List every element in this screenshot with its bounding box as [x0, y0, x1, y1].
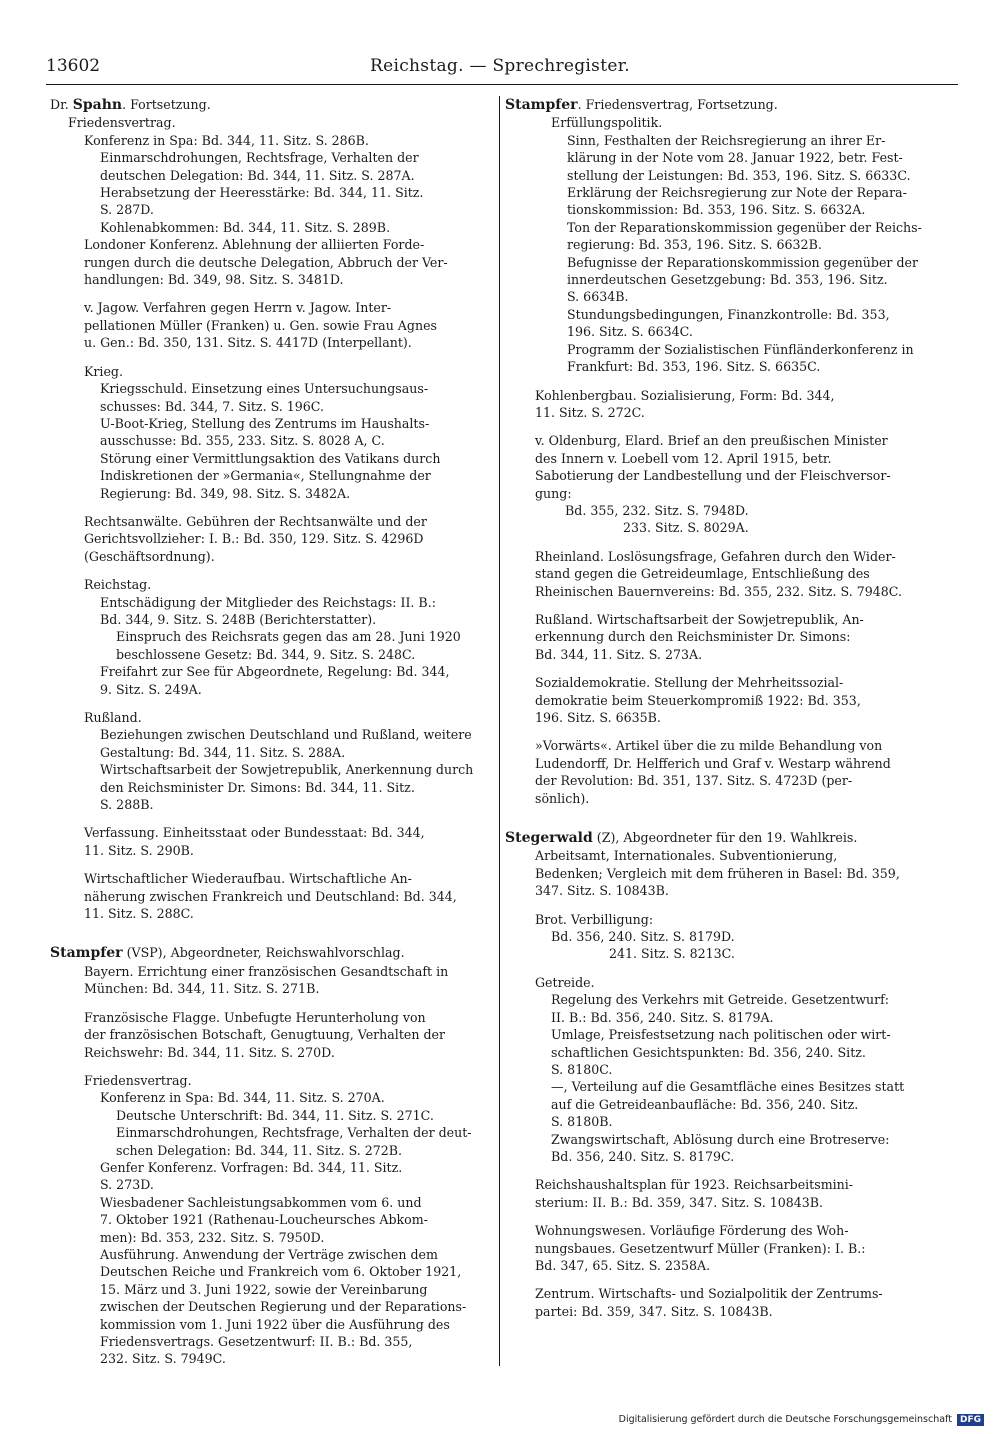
entry-line: Gestaltung: Bd. 344, 11. Sitz. S. 288A.: [100, 744, 346, 760]
entry-line: Zwangswirtschaft, Ablösung durch eine Brotreserve:: [551, 1131, 890, 1147]
register-entry: [50, 944, 486, 997]
entry-line: Rußland.: [84, 710, 142, 725]
entry-line: —, Verteilung auf die Gesamtfläche eines Besitzes statt: [551, 1079, 905, 1095]
entry-line: 15. März und 3. Juni 1922, sowie der Vereinbarung: [100, 1281, 428, 1297]
entry-line: S. 8180C.: [551, 1061, 613, 1077]
entry-line: ausschusse: Bd. 355, 233. Sitz. S. 8028 A, C.: [100, 433, 385, 449]
register-entry: [505, 1285, 937, 1320]
entry-line: 7. Oktober 1921 (Rathenau-Loucheursches Abkom-: [100, 1212, 428, 1228]
entry-line: Herabsetzung der Heeresstärke: Bd. 344, 11. Sitz.: [100, 185, 424, 201]
entry-line: Genfer Konferenz. Vorfragen: Bd. 344, 11. Sitz.: [100, 1159, 403, 1175]
entry-line: Sinn, Festhalten der Reichsregierung an ihrer Er-: [567, 132, 886, 148]
speaker-name: Stegerwald: [505, 830, 593, 847]
entry-line: Befugnisse der Reparationskommission gegenüber der: [567, 254, 918, 270]
entry-line: Bd. 356, 240. Sitz. S. 8179D.: [551, 929, 735, 945]
entry-line: der Revolution: Bd. 351, 137. Sitz. S. 4723D (per-: [535, 773, 853, 789]
entry-line: Konferenz in Spa: Bd. 344, 11. Sitz. S. 286B.: [84, 132, 369, 148]
entry-line: S. 8180B.: [551, 1114, 613, 1130]
right-column: [505, 96, 937, 1331]
entry-line: pellationen Müller (Franken) u. Gen. sowie Frau Agnes: [84, 317, 437, 333]
register-entry: [505, 974, 937, 1165]
register-entry: [50, 363, 486, 502]
register-entry: [505, 96, 937, 376]
dfg-logo: DFG: [957, 1414, 984, 1426]
entry-line: 196. Sitz. S. 6635B.: [535, 710, 661, 725]
entry-line: 233. Sitz. S. 8029A.: [623, 520, 749, 536]
entry-line: stand gegen die Getreideumlage, Entschließung des: [535, 566, 870, 582]
entry-line: Indiskretionen der »Germania«, Stellungnahme der: [100, 468, 431, 484]
entry-line: München: Bd. 344, 11. Sitz. S. 271B.: [84, 981, 320, 997]
entry-line: sönlich).: [535, 790, 590, 806]
register-entry: [505, 674, 937, 726]
entry-line: Bedenken; Vergleich mit dem früheren in Basel: Bd. 359,: [535, 865, 900, 881]
entry-line: rungen durch die deutsche Delegation, Abbruch der Ver-: [84, 254, 448, 270]
entry-line: Stundungsbedingungen, Finanzkontrolle: Bd. 353,: [567, 306, 890, 322]
entry-line: Verfassung. Einheitsstaat oder Bundesstaat: Bd. 344,: [84, 825, 425, 841]
entry-line: Einmarschdrohungen, Rechtsfrage, Verhalten der deut-: [116, 1125, 472, 1141]
register-entry: [50, 1009, 486, 1061]
entry-line: Rheinland. Loslösungsfrage, Gefahren durch den Wider-: [535, 548, 896, 564]
entry-line: des Innern v. Loebell vom 12. April 1915, betr.: [535, 450, 832, 466]
entry-line: 241. Sitz. S. 8213C.: [609, 946, 735, 962]
entry-line: Deutschen Reiche und Frankreich vom 6. Oktober 1921,: [100, 1264, 462, 1280]
entry-line: 11. Sitz. S. 272C.: [535, 404, 645, 420]
entry-line: Programm der Sozialistischen Fünfländerkonferenz in: [567, 341, 914, 357]
entry-line: Frankfurt: Bd. 353, 196. Sitz. S. 6635C.: [567, 359, 821, 375]
entry-line: (Geschäftsordnung).: [84, 548, 215, 564]
entry-line: Deutsche Unterschrift: Bd. 344, 11. Sitz. S. 271C.: [116, 1107, 434, 1123]
register-entry: [50, 513, 486, 565]
entry-line: Französische Flagge. Unbefugte Herunterholung von: [84, 1009, 426, 1025]
entry-line: S. 6634B.: [567, 289, 629, 305]
entry-line: nungsbaues. Gesetzentwurf Müller (Franken): I. B.:: [535, 1240, 866, 1256]
entry-line: Krieg.: [84, 363, 123, 379]
entry-line: Freifahrt zur See für Abgeordnete, Regelung: Bd. 344,: [100, 664, 450, 680]
entry-line: Ton der Reparationskommission gegenüber der Reichs-: [567, 219, 922, 235]
register-entry: [50, 96, 486, 288]
entry-line: Kohlenabkommen: Bd. 344, 11. Sitz. S. 289B.: [100, 219, 391, 235]
entry-line: Reichswehr: Bd. 344, 11. Sitz. S. 270D.: [84, 1044, 335, 1060]
entry-line: Entschädigung der Mitglieder des Reichstags: II. B.:: [100, 594, 436, 610]
entry-line: auf die Getreideanbaufläche: Bd. 356, 240. Sitz.: [551, 1096, 859, 1112]
entry-line: Friedensvertrag.: [68, 115, 176, 131]
entry-line: Bayern. Errichtung einer französischen Gesandtschaft in: [84, 963, 449, 979]
speaker-heading: Stampfer (VSP), Abgeordneter, Reichswahlvorschlag.: [50, 945, 405, 962]
entry-line: Friedensvertrags. Gesetzentwurf: II. B.: Bd. 355,: [100, 1334, 413, 1349]
entry-line: II. B.: Bd. 356, 240. Sitz. S. 8179A.: [551, 1009, 774, 1025]
entry-line: zwischen der Deutschen Regierung und der Reparations-: [100, 1299, 467, 1315]
register-entry: [50, 709, 486, 813]
entry-line: Gerichtsvollzieher: I. B.: Bd. 350, 129. Sitz. S. 4296D: [84, 531, 424, 547]
entry-line: men): Bd. 353, 232. Sitz. S. 7950D.: [100, 1229, 325, 1245]
entry-line: 9. Sitz. S. 249A.: [100, 681, 202, 697]
entry-line: Kriegsschuld. Einsetzung eines Untersuchungsaus-: [100, 381, 429, 397]
entry-line: Bd. 355, 232. Sitz. S. 7948D.: [565, 502, 749, 518]
entry-line: S. 273D.: [100, 1177, 154, 1193]
entry-line: schusses: Bd. 344, 7. Sitz. S. 196C.: [100, 398, 324, 414]
entry-line: Ludendorff, Dr. Helfferich und Graf v. Westarp während: [535, 755, 891, 771]
entry-line: Reichshaushaltsplan für 1923. Reichsarbeitsmini-: [535, 1177, 854, 1193]
entry-line: Beziehungen zwischen Deutschland und Rußland, weitere: [100, 727, 472, 743]
entry-line: beschlossene Gesetz: Bd. 344, 9. Sitz. S. 248C.: [116, 646, 416, 662]
entry-line: S. 288B.: [100, 797, 154, 813]
entry-line: regierung: Bd. 353, 196. Sitz. S. 6632B.: [567, 237, 822, 253]
entry-line: »Vorwärts«. Artikel über die zu milde Behandlung von: [535, 738, 883, 754]
entry-line: Friedensvertrag.: [84, 1072, 192, 1088]
entry-line: schen Delegation: Bd. 344, 11. Sitz. S. 272B.: [116, 1142, 403, 1158]
register-entry: [505, 548, 937, 600]
entry-line: Getreide.: [535, 974, 595, 990]
entry-line: Rußland. Wirtschaftsarbeit der Sowjetrepublik, An-: [535, 611, 864, 627]
entry-line: S. 287D.: [100, 202, 154, 218]
entry-line: Rechtsanwälte. Gebühren der Rechtsanwälte und der: [84, 513, 427, 529]
entry-line: v. Jagow. Verfahren gegen Herrn v. Jagow. Inter-: [84, 300, 392, 316]
entry-line: kommission vom 1. Juni 1922 über die Ausführung des: [100, 1316, 450, 1332]
entry-line: stellung der Leistungen: Bd. 353, 196. Sitz. S. 6633C.: [567, 167, 911, 183]
entry-line: Bd. 356, 240. Sitz. S. 8179C.: [551, 1148, 735, 1164]
speaker-heading: Dr. Spahn. Fortsetzung.: [50, 97, 211, 113]
entry-line: schaftlichen Gesichtspunkten: Bd. 356, 240. Sitz.: [551, 1044, 866, 1060]
entry-line: erkennung durch den Reichsminister Dr. Simons:: [535, 629, 851, 645]
entry-line: gung:: [535, 485, 572, 501]
entry-line: Bd. 344, 9. Sitz. S. 248B (Berichterstatter).: [100, 611, 377, 627]
running-head: Reichstag. — Sprechregister.: [370, 56, 630, 76]
entry-line: demokratie beim Steuerkompromiß 1922: Bd. 353,: [535, 692, 861, 708]
entry-line: Ausführung. Anwendung der Verträge zwischen dem: [100, 1246, 438, 1262]
entry-line: Rheinischen Bauernvereins: Bd. 355, 232. Sitz. S. 7948C.: [535, 583, 902, 599]
entry-line: Reichstag.: [84, 577, 152, 593]
entry-line: Bd. 347, 65. Sitz. S. 2358A.: [535, 1257, 711, 1273]
entry-line: Sozialdemokratie. Stellung der Mehrheitssozial-: [535, 675, 844, 691]
entry-line: Erklärung der Reichsregierung zur Note der Repara-: [567, 185, 907, 201]
entry-line: Einmarschdrohungen, Rechtsfrage, Verhalten der: [100, 150, 419, 166]
register-entry: [50, 576, 486, 698]
register-entry: [505, 829, 937, 900]
speaker-name: Stampfer: [50, 945, 123, 962]
register-entry: [505, 611, 937, 663]
entry-line: Einspruch des Reichsrats gegen das am 28. Juni 1920: [116, 629, 461, 645]
entry-line: Sabotierung der Landbestellung und der Fleischversor-: [535, 468, 891, 484]
entry-line: deutschen Delegation: Bd. 344, 11. Sitz. S. 287A.: [100, 167, 415, 183]
register-entry: [50, 299, 486, 351]
entry-line: Brot. Verbilligung:: [535, 911, 654, 927]
register-entry: [505, 737, 937, 807]
entry-line: U-Boot-Krieg, Stellung des Zentrums im Haushalts-: [100, 415, 430, 431]
register-entry: [505, 432, 937, 536]
speaker-name: Spahn: [72, 97, 123, 113]
entry-line: Zentrum. Wirtschafts- und Sozialpolitik der Zentrums-: [535, 1286, 883, 1302]
entry-line: 232. Sitz. S. 7949C.: [100, 1351, 226, 1367]
footer-credit-text: Digitalisierung gefördert durch die Deutsche Forschungsgemeinschaft: [618, 1414, 952, 1425]
entry-line: handlungen: Bd. 349, 98. Sitz. S. 3481D.: [84, 272, 344, 288]
page-number: 13602: [46, 56, 101, 76]
entry-line: 196. Sitz. S. 6634C.: [567, 324, 693, 340]
entry-line: der französischen Botschaft, Genugtuung, Verhalten der: [84, 1027, 445, 1043]
entry-line: innerdeutschen Gesetzgebung: Bd. 353, 196. Sitz.: [567, 272, 888, 288]
entry-line: Londoner Konferenz. Ablehnung der alliierten Forde-: [84, 237, 425, 253]
left-column: [50, 96, 486, 1379]
speaker-heading: Stampfer. Friedensvertrag, Fortsetzung.: [505, 97, 778, 113]
header-rule: [46, 84, 958, 85]
register-entry: [505, 1222, 937, 1274]
entry-line: Konferenz in Spa: Bd. 344, 11. Sitz. S. 270A.: [100, 1090, 385, 1106]
entry-line: 347. Sitz. S. 10843B.: [535, 883, 669, 899]
entry-line: Regierung: Bd. 349, 98. Sitz. S. 3482A.: [100, 485, 351, 501]
register-entry: [50, 1072, 486, 1368]
entry-line: Wohnungswesen. Vorläufige Förderung des Woh-: [535, 1223, 849, 1239]
entry-line: sterium: II. B.: Bd. 359, 347. Sitz. S. 10843B.: [535, 1194, 824, 1210]
entry-line: Wirtschaftlicher Wiederaufbau. Wirtschaftliche An-: [84, 871, 412, 887]
entry-line: partei: Bd. 359, 347. Sitz. S. 10843B.: [535, 1303, 773, 1319]
entry-line: v. Oldenburg, Elard. Brief an den preußischen Minister: [535, 433, 888, 449]
entry-line: Regelung des Verkehrs mit Getreide. Gesetzentwurf:: [551, 992, 890, 1008]
entry-line: Umlage, Preisfestsetzung nach politischen oder wirt-: [551, 1027, 891, 1043]
footer-credit: [619, 1414, 984, 1426]
register-entry: [505, 387, 937, 422]
register-entry: [50, 870, 486, 922]
register-entry: [505, 1176, 937, 1211]
entry-line: Erfüllungspolitik.: [551, 115, 663, 131]
entry-line: Wiesbadener Sachleistungsabkommen vom 6. und: [100, 1194, 422, 1210]
entry-line: Bd. 344, 11. Sitz. S. 273A.: [535, 646, 703, 662]
register-entry: [505, 911, 937, 963]
entry-line: klärung in der Note vom 28. Januar 1922, betr. Fest-: [567, 150, 903, 166]
entry-line: den Reichsminister Dr. Simons: Bd. 344, 11. Sitz.: [100, 779, 415, 795]
entry-line: tionskommission: Bd. 353, 196. Sitz. S. 6632A.: [567, 202, 866, 218]
entry-line: u. Gen.: Bd. 350, 131. Sitz. S. 4417D (Interpellant).: [84, 335, 412, 351]
entry-line: näherung zwischen Frankreich und Deutschland: Bd. 344,: [84, 888, 457, 904]
entry-line: Kohlenbergbau. Sozialisierung, Form: Bd. 344,: [535, 387, 835, 403]
speaker-name: Stampfer: [505, 97, 578, 113]
column-rule: [499, 96, 500, 1366]
entry-line: 11. Sitz. S. 288C.: [84, 906, 194, 922]
entry-line: Wirtschaftsarbeit der Sowjetrepublik, Anerkennung durch: [100, 762, 474, 778]
entry-line: Störung einer Vermittlungsaktion des Vatikans durch: [100, 450, 441, 466]
entry-line: 11. Sitz. S. 290B.: [84, 842, 194, 858]
register-entry: [50, 824, 486, 859]
entry-line: Arbeitsamt, Internationales. Subventionierung,: [535, 848, 838, 864]
speaker-heading: Stegerwald (Z), Abgeordneter für den 19. Wahlkreis.: [505, 830, 858, 847]
